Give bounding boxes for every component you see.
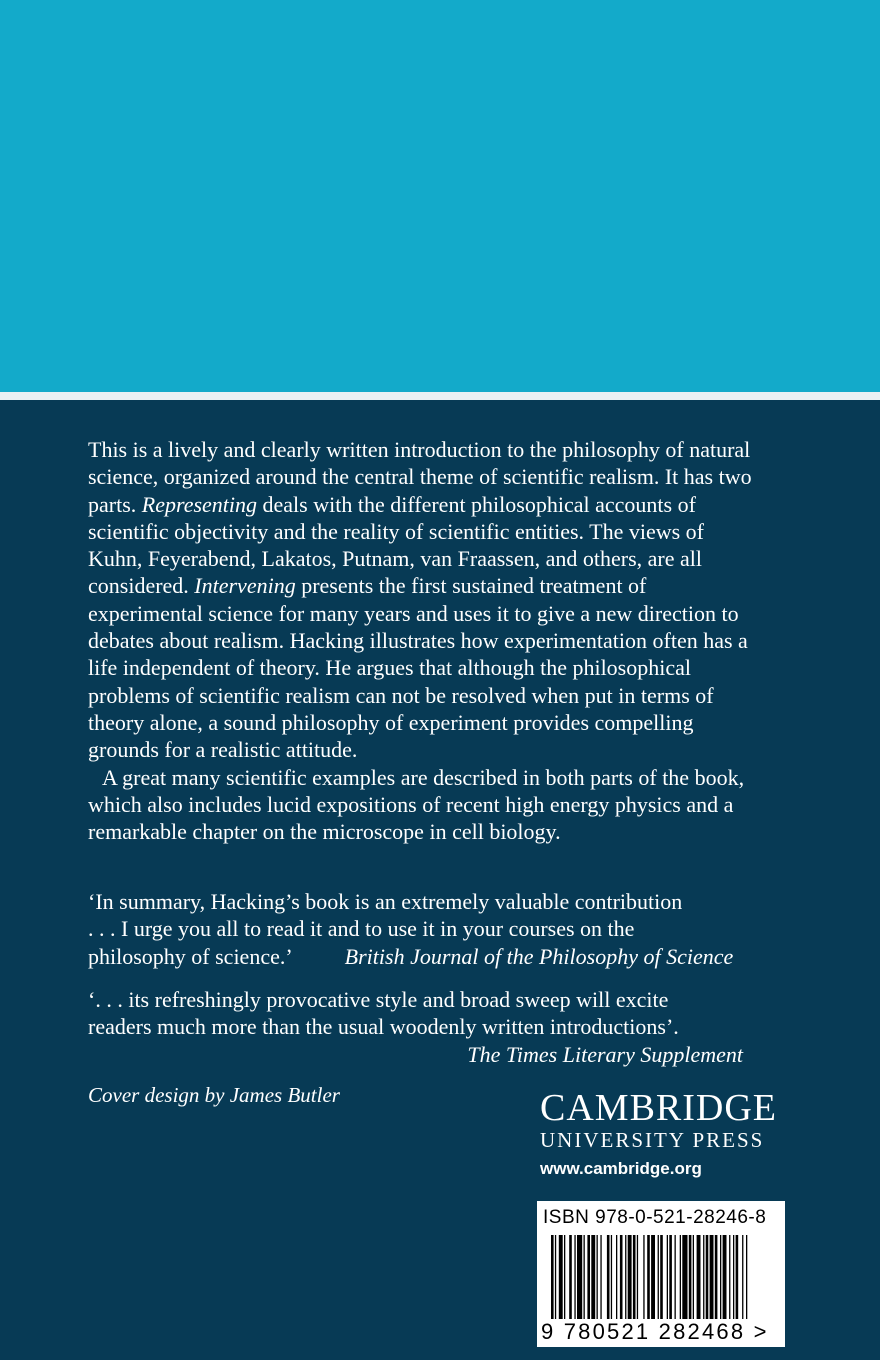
barcode-bar: [611, 1235, 612, 1319]
barcode-bar: [643, 1235, 644, 1319]
review-quote-bjps: [88, 888, 758, 970]
barcode-bar: [689, 1235, 692, 1319]
barcode-bar: [620, 1235, 623, 1319]
barcode-bar: [729, 1235, 730, 1319]
cover-top-color-band: [0, 0, 880, 392]
barcode-bar: [597, 1235, 598, 1319]
barcode-bar: [720, 1235, 721, 1319]
description-text: presents the first sustained treatment of experimental science for many years and uses it to give a new direction to debates about realism. Hacking illustrates how experimentation often has a life independent of theory. He argues that although the philosophical problems of scientific realism can not be resolved when put in terms of theory alone, a sound philosophy of experiment provides compelling grounds for a realistic attitude.: [88, 573, 748, 763]
barcode-bar: [682, 1235, 687, 1319]
barcode-bar: [559, 1235, 563, 1319]
barcode-bar: [697, 1235, 701, 1319]
quote-line: ‘In summary, Hacking’s book is an extremely valuable contribution: [88, 889, 683, 914]
barcode-bar: [706, 1235, 709, 1319]
barcode-bar: [564, 1235, 565, 1319]
barcode-bar: [574, 1235, 575, 1319]
barcode-bar: [660, 1235, 663, 1319]
quote-line: readers much more than the usual woodenly written introductions’.: [88, 1014, 679, 1040]
barcode-bar: [600, 1235, 601, 1319]
barcode-bar: [733, 1235, 734, 1319]
barcode-bar: [628, 1235, 632, 1319]
barcode-bar: [742, 1235, 743, 1319]
barcode-bar: [723, 1235, 727, 1319]
barcode-digits: 9 780521 282468 >: [541, 1319, 769, 1344]
barcode-bar: [703, 1235, 704, 1319]
quote-line-with-source: [88, 943, 758, 970]
description-text: deals with the different philosophical accounts of scientific objectivity and the reality of scientific entities. The views of Kuhn, Feyerabend, Lakatos, Putnam, van Fraassen, and others, are all considered.: [88, 491, 705, 599]
barcode-bar: [658, 1235, 659, 1319]
description-text: This is a lively and clearly written introduction to the philosophy of natural science, organized around the central theme of scientific realism. It has two parts.: [88, 437, 752, 517]
book-description: [88, 436, 758, 845]
barcode-bar: [675, 1235, 676, 1319]
barcode-bar: [669, 1235, 672, 1319]
barcode-bar: [710, 1235, 714, 1319]
barcode-bar: [551, 1235, 554, 1319]
barcode-bar: [667, 1235, 668, 1319]
isbn-label: ISBN 978-0-521-28246-8: [543, 1207, 767, 1228]
barcode-bar: [715, 1235, 718, 1319]
part-title-intervening: Intervening: [194, 573, 296, 599]
barcode-bar: [746, 1235, 747, 1319]
description-paragraph-2: A great many scientific examples are described in both parts of the book, which also includes lucid expositions of recent high energy physics and a remarkable chapter on the microscope in cell biology.: [88, 764, 745, 845]
barcode-bar: [569, 1235, 572, 1319]
barcode-bar: [651, 1235, 655, 1319]
barcode-bar: [591, 1235, 595, 1319]
cover-design-credit: Cover design by James Butler: [88, 1083, 340, 1107]
review-quote-tls: [88, 986, 758, 1068]
quote-source: The Times Literary Supplement: [467, 1041, 743, 1067]
description-paragraph-1: [88, 436, 758, 764]
barcode-bar: [625, 1235, 626, 1319]
barcode-bar: [637, 1235, 638, 1319]
publisher-logo: [540, 1088, 777, 1179]
part-title-representing: Representing: [141, 491, 258, 517]
publisher-url: www.cambridge.org: [540, 1159, 702, 1178]
barcode-bar: [577, 1235, 582, 1319]
barcode-bar: [607, 1235, 610, 1319]
barcode-bar: [647, 1235, 650, 1319]
quote-text: philosophy of science.’: [88, 943, 293, 969]
barcode-bar: [587, 1235, 590, 1319]
publisher-name: CAMBRIDGE: [540, 1087, 778, 1129]
barcode-bar: [616, 1235, 617, 1319]
quote-source: British Journal of the Philosophy of Science: [344, 943, 734, 969]
barcode-bar: [584, 1235, 585, 1319]
barcode-bar: [693, 1235, 694, 1319]
divider-stripe: [0, 392, 880, 400]
quote-line: ‘. . . its refreshingly provocative style and broad sweep will excite: [88, 987, 669, 1012]
quote-line: . . . I urge you all to read it and to use it in your courses on the: [88, 916, 635, 942]
barcode-bar: [555, 1235, 556, 1319]
publisher-press-label: UNIVERSITY PRESS: [540, 1128, 765, 1152]
barcode-bar: [633, 1235, 636, 1319]
barcode-bar: [736, 1235, 739, 1319]
barcode-bar: [680, 1235, 681, 1319]
isbn-barcode: [537, 1201, 785, 1347]
